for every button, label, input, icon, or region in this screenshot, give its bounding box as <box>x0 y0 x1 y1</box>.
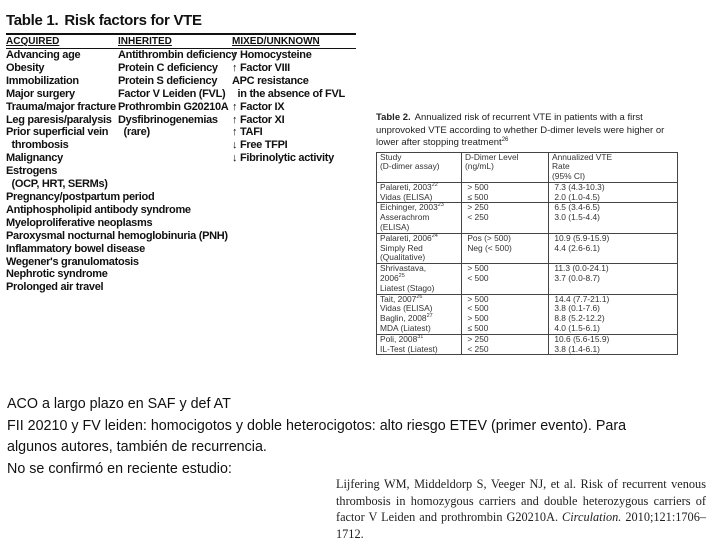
rate-cell <box>549 203 678 233</box>
rate-cell-line: 8.8 (5.2-12.2) <box>552 313 605 324</box>
acquired-risk-factor: Myeloproliferative neoplasms <box>6 216 153 229</box>
reference-number: 27 <box>426 313 433 320</box>
level-cell-line: > 500 <box>465 313 489 324</box>
mixed-risk-factor: ↑ Homocysteine <box>232 49 312 61</box>
rate-cell <box>549 264 678 294</box>
study-line: Baglin, 2008$^{27}$ <box>380 313 433 324</box>
table1-title: Table 1. Risk factors for VTE <box>6 12 202 29</box>
study-cell <box>377 233 462 263</box>
acquired-risk-factor: (OCP, HRT, SERMs) <box>6 178 108 191</box>
table2-title: Table 2. Annualized risk of recurrent VTE in patients with a first unprovoked VTE according to whether D-dimer levels were higher or lower after stopping treatment$^{26}$ <box>376 112 665 148</box>
study-cell <box>377 182 462 203</box>
study-line: Vidas (ELISA) <box>380 191 433 202</box>
rate-cell <box>549 182 678 203</box>
acquired-risk-factor: Obesity <box>6 61 45 74</box>
acquired-risk-factor: Major surgery <box>6 87 75 100</box>
recurrence-risk-table <box>376 112 678 355</box>
acquired-risk-factor: Prolonged air travel <box>6 281 104 294</box>
study-line: Tait, 2007$^{26}$ <box>380 293 423 304</box>
reference-number: 25 <box>398 273 405 280</box>
mixed-risk-factor: ↑ Factor VIII <box>232 61 290 74</box>
level-cell-line: > 500 <box>465 293 489 304</box>
level-cell <box>462 264 549 294</box>
slide-notes <box>7 394 647 480</box>
study-line: (Qualitative) <box>380 252 426 263</box>
level-cell-line: < 250 <box>465 343 489 354</box>
rate-cell <box>549 233 678 263</box>
level-cell-line: > 250 <box>465 333 489 344</box>
header-inherited: INHERITED <box>118 36 172 47</box>
rate-cell-line: 4.0 (1.5-6.1) <box>552 323 600 334</box>
mixed-risk-factor: ↓ Free TFPI <box>232 139 288 152</box>
acquired-risk-factor: Malignancy <box>6 152 63 165</box>
level-cell-line: ≤ 500 <box>465 323 489 334</box>
acquired-risk-factor: Estrogens <box>6 165 58 178</box>
acquired-risk-factor: Prior superficial vein <box>6 126 109 139</box>
mixed-risk-factor: ↑ Factor XI <box>232 113 285 126</box>
reference-number: 23 <box>437 202 444 209</box>
acquired-risk-factor: Nephrotic syndrome <box>6 268 108 281</box>
reference-number: 22 <box>431 182 438 189</box>
study-cell <box>377 334 462 355</box>
citation-reference: Lijfering WM, Middeldorp S, Veeger NJ, et al. Risk of recurrent venous thrombosis in homozygous carriers and double heterozygous carriers of factor V Leiden and prothrombin G20210A. Circulation. 2010;121:1706–1712. <box>336 477 706 541</box>
table1-header-row <box>6 35 356 48</box>
level-cell <box>462 182 549 203</box>
study-line: Palareti, 2003$^{22}$ <box>380 181 438 192</box>
rate-cell-line: 6.5 (3.4-6.5) <box>552 202 600 213</box>
inherited-risk-factor: Dysfibrinogenemias <box>118 113 218 126</box>
table2-grid <box>376 152 678 356</box>
rate-cell-line: 7.3 (4.3-10.3) <box>552 181 605 192</box>
study-line: MDA (Liatest) <box>380 323 431 334</box>
table-row <box>377 264 678 294</box>
table-row <box>377 182 678 203</box>
reference-number: 26 <box>416 293 423 300</box>
study-line: Simply Red <box>380 242 423 253</box>
acquired-risk-factor: Wegener's granulomatosis <box>6 255 139 268</box>
note-line: FII 20210 y FV leiden: homocigotos y doble heterocigotos: alto riesgo ETEV (primer evento). Para algunos autores, también de recurrencia. <box>7 417 627 455</box>
header-line: (D-dimer assay) <box>380 161 440 172</box>
study-line: Poli, 2008$^{31}$ <box>380 333 424 344</box>
rate-cell-line: 2.0 (1.0-4.5) <box>552 191 600 202</box>
note-line: No se confirmó en reciente estudio: <box>7 460 232 477</box>
header-line: Study <box>380 151 402 162</box>
acquired-risk-factor: thrombosis <box>6 139 69 152</box>
acquired-risk-factor: Inflammatory bowel disease <box>6 242 145 255</box>
rate-cell-line: 3.8 (0.1-7.6) <box>552 303 600 314</box>
inherited-column <box>118 49 237 294</box>
level-cell <box>462 334 549 355</box>
rate-cell-line: 11.3 (0.0-24.1) <box>552 263 609 274</box>
study-line: Vidas (ELISA) <box>380 303 433 314</box>
reference-number: 31 <box>417 334 424 341</box>
table-row <box>377 294 678 334</box>
reference-number: 24 <box>431 233 438 240</box>
header-line: Annualized VTE <box>552 151 613 162</box>
rate-cell-line: 10.9 (5.9-15.9) <box>552 232 610 243</box>
acquired-risk-factor: Trauma/major fracture <box>6 100 116 113</box>
table2-header-row <box>377 152 678 182</box>
mixed-column <box>232 49 356 294</box>
study-cell <box>377 294 462 334</box>
level-cell-line: > 500 <box>465 263 489 274</box>
table-row <box>377 233 678 263</box>
rate-cell-line: 3.7 (0.0-8.7) <box>552 273 600 284</box>
acquired-risk-factor: Advancing age <box>6 49 81 61</box>
header-ddimer-level <box>462 152 549 182</box>
rate-cell-line: 4.4 (2.6-6.1) <box>552 242 600 253</box>
header-study <box>377 152 462 182</box>
study-line: Shrivastava, <box>380 263 427 274</box>
header-line: D-Dimer Level <box>465 151 519 162</box>
mixed-risk-factor: ↑ Factor IX <box>232 100 285 113</box>
risk-factors-table <box>6 12 356 294</box>
inherited-risk-factor: Prothrombin G20210A <box>118 100 229 113</box>
header-line: (ng/mL) <box>465 161 494 172</box>
level-cell-line: Neg (< 500) <box>465 242 512 253</box>
inherited-risk-factor: Protein S deficiency <box>118 74 218 87</box>
study-line: IL-Test (Liatest) <box>380 343 438 354</box>
table-row <box>377 203 678 233</box>
note-line: ACO a largo plazo en SAF y def AT <box>7 396 231 412</box>
rate-cell-line: 3.8 (1.4-6.1) <box>552 343 600 354</box>
table-row <box>377 334 678 355</box>
rate-cell-line: 3.0 (1.5-4.4) <box>552 212 600 223</box>
level-cell-line: < 500 <box>465 273 489 284</box>
level-cell-line: > 500 <box>465 181 489 192</box>
level-cell-line: ≤ 500 <box>465 191 489 202</box>
study-line: Palareti, 2006$^{24}$ <box>380 232 438 243</box>
inherited-risk-factor: (rare) <box>118 126 150 139</box>
study-line: 2006$^{25}$ <box>380 273 405 284</box>
study-line: (ELISA) <box>380 222 410 233</box>
acquired-risk-factor: Paroxysmal nocturnal hemoglobinuria (PNH) <box>6 229 228 242</box>
acquired-risk-factor: Leg paresis/paralysis <box>6 113 112 126</box>
study-line: Asserachrom <box>380 212 430 223</box>
header-mixed: MIXED/UNKNOWN <box>232 36 320 47</box>
level-cell-line: > 250 <box>465 202 489 213</box>
rate-cell <box>549 334 678 355</box>
mixed-risk-factor: ↑ TAFI <box>232 126 263 139</box>
study-line: Eichinger, 2003$^{23}$ <box>380 202 444 213</box>
inherited-risk-factor: Factor V Leiden (FVL) <box>118 87 226 100</box>
header-line: Rate <box>552 161 570 172</box>
study-line: Liatest (Stago) <box>380 282 435 293</box>
acquired-risk-factor: Pregnancy/postpartum period <box>6 190 155 203</box>
study-cell <box>377 264 462 294</box>
inherited-risk-factor: Antithrombin deficiency <box>118 49 237 61</box>
inherited-risk-factor: Protein C deficiency <box>118 61 218 74</box>
rate-cell-line: 14.4 (7.7-21.1) <box>552 293 610 304</box>
level-cell <box>462 294 549 334</box>
header-vte-rate <box>549 152 678 182</box>
table1-body <box>6 49 356 294</box>
rate-cell <box>549 294 678 334</box>
acquired-risk-factor: Immobilization <box>6 74 79 87</box>
header-acquired: ACQUIRED <box>6 36 60 47</box>
level-cell <box>462 233 549 263</box>
level-cell-line: < 500 <box>465 303 489 314</box>
mixed-risk-factor: APC resistance <box>232 74 309 87</box>
level-cell <box>462 203 549 233</box>
mixed-risk-factor: ↓ Fibrinolytic activity <box>232 152 334 165</box>
level-cell-line: Pos (> 500) <box>465 232 511 243</box>
acquired-risk-factor: Antiphospholipid antibody syndrome <box>6 203 191 216</box>
mixed-risk-factor: in the absence of FVL <box>232 87 345 100</box>
header-line: (95% CI) <box>552 171 586 182</box>
study-cell <box>377 203 462 233</box>
rate-cell-line: 10.6 (5.6-15.9) <box>552 333 610 344</box>
level-cell-line: < 250 <box>465 212 489 223</box>
